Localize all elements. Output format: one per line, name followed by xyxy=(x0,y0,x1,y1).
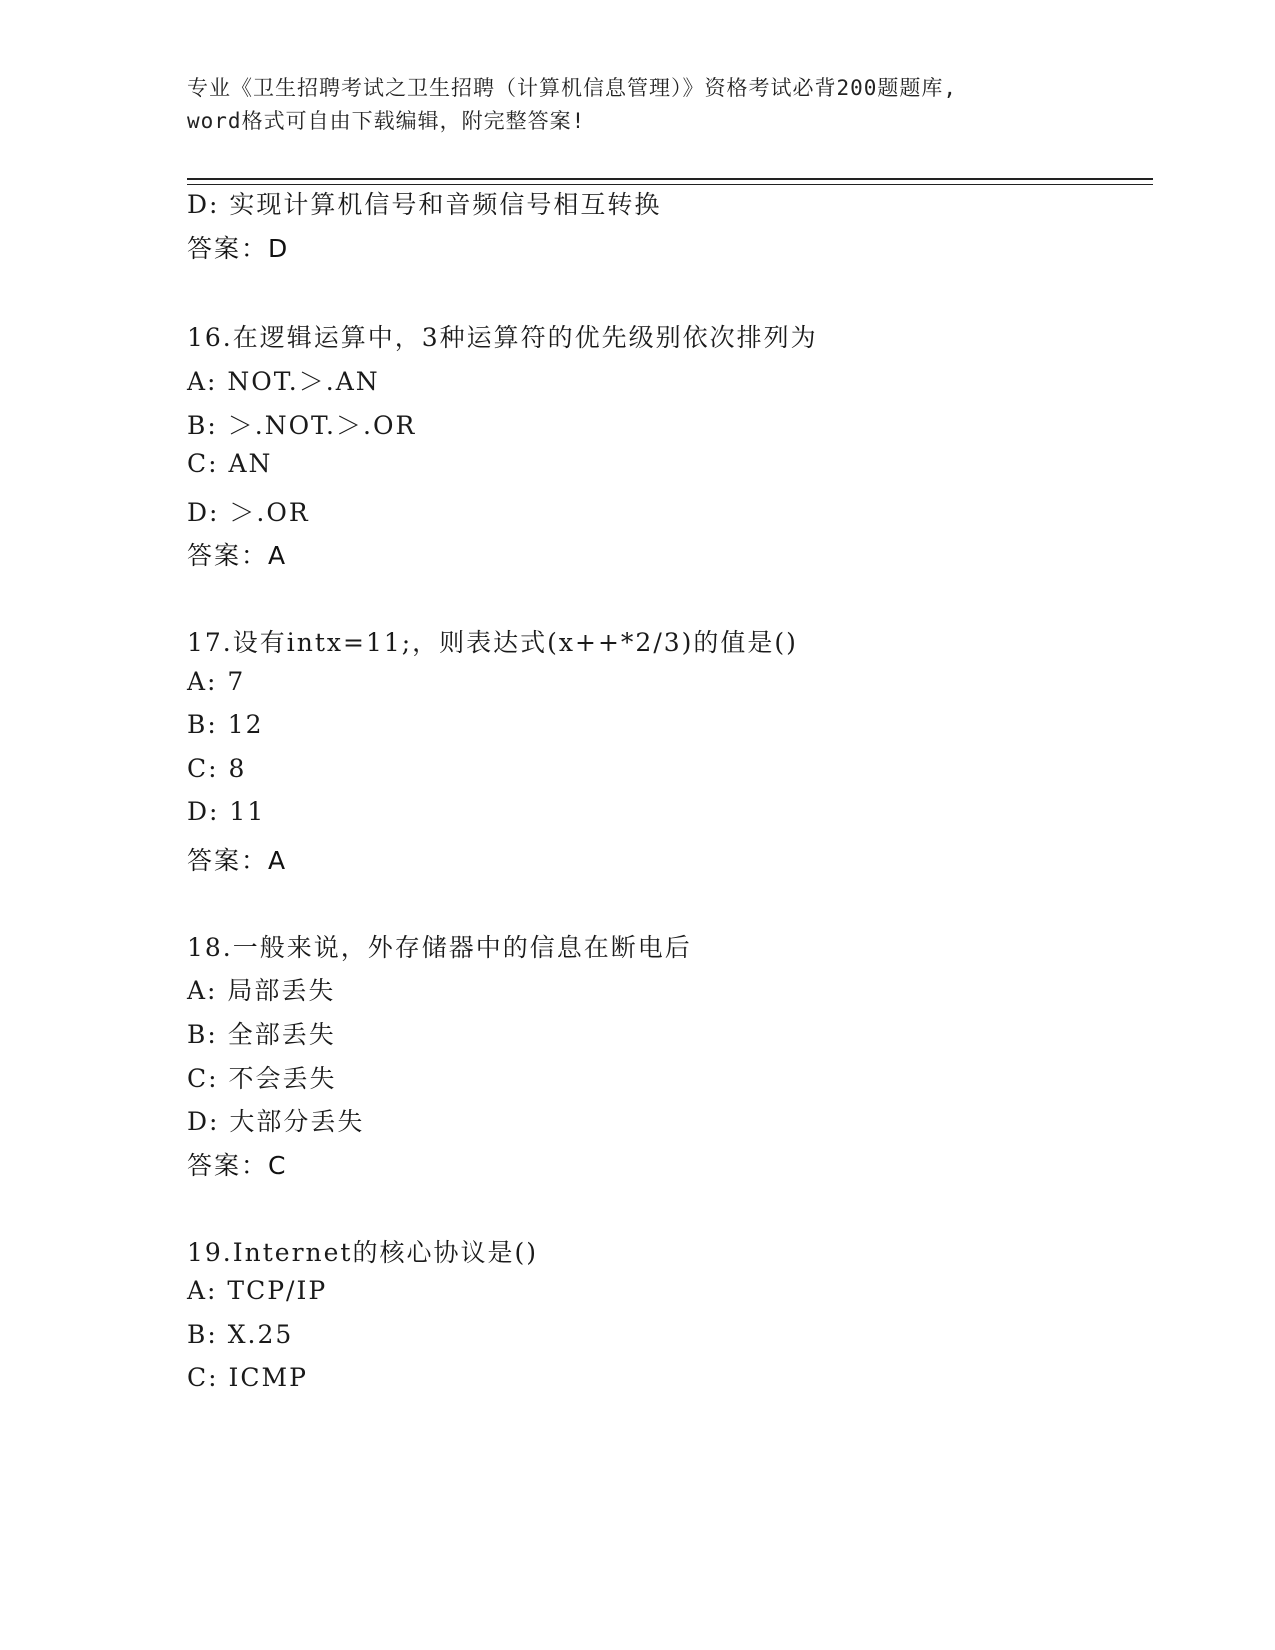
question-19-option-b: B: X.25 xyxy=(187,1320,294,1349)
question-16-stem: 16.在逻辑运算中，3种运算符的优先级别依次排列为 xyxy=(187,323,818,352)
question-17-answer: 答案：A xyxy=(187,846,288,875)
question-17-option-a: A: 7 xyxy=(187,667,246,696)
question-16-answer: 答案：A xyxy=(187,541,288,570)
question-19-option-c: C: ICMP xyxy=(187,1363,308,1392)
prev-option-d: D: 实现计算机信号和音频信号相互转换 xyxy=(187,190,662,219)
question-18-option-c: C: 不会丢失 xyxy=(187,1064,337,1093)
question-17-option-b: B: 12 xyxy=(187,710,264,739)
question-16-option-d: D: ＞.OR xyxy=(187,498,310,527)
question-17-option-c: C: 8 xyxy=(187,754,247,783)
header-title-line-1: 专业《卫生招聘考试之卫生招聘（计算机信息管理）》资格考试必背200题题库, xyxy=(187,76,958,100)
question-18-stem: 18.一般来说，外存储器中的信息在断电后 xyxy=(187,933,692,962)
header-divider-thick xyxy=(187,178,1153,180)
question-18-answer: 答案：C xyxy=(187,1151,288,1180)
prev-answer: 答案：D xyxy=(187,234,290,263)
question-17-stem: 17.设有intx=11;，则表达式(x++*2/3)的值是() xyxy=(187,628,798,657)
question-16-option-b: B: ＞.NOT.＞.OR xyxy=(187,411,417,440)
question-19-option-a: A: TCP/IP xyxy=(187,1276,328,1305)
header-title-line-2: word格式可自由下载编辑，附完整答案! xyxy=(187,109,586,133)
document-header xyxy=(187,72,1087,138)
question-16-option-c: C: AN xyxy=(187,449,273,478)
question-18-option-d: D: 大部分丢失 xyxy=(187,1107,365,1136)
question-16-option-a: A: NOT.＞.AN xyxy=(187,367,380,396)
question-17-option-d: D: 11 xyxy=(187,797,266,826)
question-18-option-b: B: 全部丢失 xyxy=(187,1020,336,1049)
question-19-stem: 19.Internet的核心协议是() xyxy=(187,1238,538,1267)
question-18-option-a: A: 局部丢失 xyxy=(187,976,336,1005)
